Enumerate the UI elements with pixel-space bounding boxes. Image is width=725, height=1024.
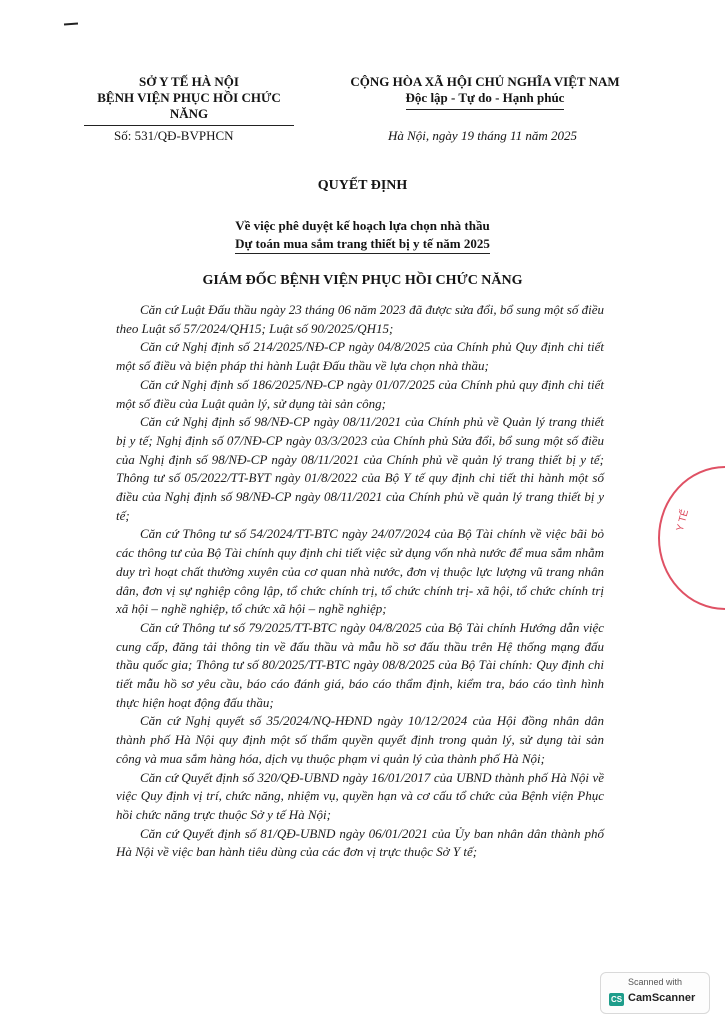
legal-basis-paragraph: Căn cứ Nghị định số 98/NĐ-CP ngày 08/11/2021 của Chính phủ về Quản lý trang thiết bị y tế; Nghị định số 07/NĐ-CP ngày 03/3/2023 của Chính phủ Sửa đổi, bổ sung một số điều của Nghị định số 98/NĐ-CP ngày 08/11/2021 của Chính phủ về quản lý trang thiết bị y tế; Thông tư số 05/2022/TT-BYT ngày 01/8/2022 của Bộ Y tế quy định chi tiết thi hành một số điều của Nghị định số 98/NĐ-CP ngày 08/11/2021 của Chính phủ về quản lý trang thiết bị y tế; (116, 414, 604, 523)
legal-basis-paragraph: Căn cứ Quyết định số 320/QĐ-UBND ngày 16/01/2017 của UBND thành phố Hà Nội về việc Quy định vị trí, chức năng, nhiệm vụ, quyền hạn và cơ cấu tổ chức của Bệnh viện Phục hồi chức năng trực thuộc Sở y tế Hà Nội; (116, 769, 604, 822)
legal-basis-paragraph: Căn cứ Nghị quyết số 35/2024/NQ-HĐND ngày 10/12/2024 của Hội đồng nhân dân thành phố Hà Nội quy định một số thẩm quyền quyết định trong quản lý, sử dụng tài sản công và mua sắm hàng hóa, dịch vụ thuộc phạm vi quản lý của thành phố Hà Nội; (116, 713, 604, 766)
watermark-caption: Scanned with (627, 977, 683, 987)
pen-mark (64, 23, 78, 26)
issuing-authority: GIÁM ĐỐC BỆNH VIỆN PHỤC HỒI CHỨC NĂNG (202, 273, 523, 288)
legal-basis-paragraph: Căn cứ Nghị định số 214/2025/NĐ-CP ngày 04/8/2025 của Chính phủ Quy định chi tiết một số điều và biện pháp thi hành Luật Đấu thầu về lựa chọn nhà thầu; (116, 339, 604, 374)
camscanner-logo-icon: CS (610, 995, 623, 1004)
hospital-name: BỆNH VIỆN PHỤC HỒI CHỨC NĂNG (84, 90, 294, 126)
red-seal-stamp (658, 466, 725, 610)
place-and-date: Hà Nội, ngày 19 tháng 11 năm 2025 (388, 128, 577, 143)
legal-basis-paragraph: Căn cứ Quyết định số 81/QĐ-UBND ngày 06/01/2021 của Ủy ban nhân dân thành phố Hà Nội về việc ban hành tiêu dùng của các đơn vị trực thuộc Sở Y tế; (116, 825, 604, 860)
subject-line-1: Về việc phê duyệt kế hoạch lựa chọn nhà thầu (235, 218, 490, 233)
issuing-agency-header (84, 74, 294, 126)
document-number: Số: 531/QĐ-BVPHCN (114, 128, 234, 143)
document-title: QUYẾT ĐỊNH (317, 178, 408, 193)
national-motto: Độc lập - Tự do - Hạnh phúc (406, 90, 565, 110)
seal-text-fragment: Y TẾ (674, 508, 692, 533)
national-header (322, 74, 648, 110)
camscanner-watermark (600, 972, 710, 1014)
legal-basis-paragraph: Căn cứ Thông tư số 54/2024/TT-BTC ngày 24/07/2024 của Bộ Tài chính về việc bãi bỏ các thông tư của Bộ Tài chính quy định chi tiết việc sử dụng vốn nhà nước để mua sắm nhằm duy trì hoạt chất thường xuyên của cơ quan nhà nước, đơn vị thuộc lực lượng vũ trang nhân dân, đơn vị sự nghiệp công lập, tổ chức chính trị, tổ chức chính trị- xã hội, tổ chức chính trị xã hội – nghề nghiệp, tổ chức xã hội – nghề nghiệp; (116, 526, 604, 617)
legal-basis-paragraph: Căn cứ Luật Đấu thầu ngày 23 tháng 06 năm 2023 đã được sửa đổi, bổ sung một số điều theo Luật số 57/2024/QH15; Luật số 90/2025/QH15; (116, 302, 604, 336)
subject-line-2: Dự toán mua sắm trang thiết bị y tế năm 2025 (235, 236, 490, 254)
legal-basis-body (116, 301, 604, 862)
parent-agency: SỞ Y TẾ HÀ NỘI (139, 74, 239, 89)
subject-line-2-wrap (0, 236, 725, 254)
country-name: CỘNG HÒA XÃ HỘI CHỦ NGHĨA VIỆT NAM (350, 74, 620, 89)
legal-basis-paragraph: Căn cứ Thông tư số 79/2025/TT-BTC ngày 04/8/2025 của Bộ Tài chính Hướng dẫn việc cung cấp, đăng tải thông tin về đấu thầu và mẫu hồ sơ đấu thầu trên Hệ thống mạng đấu thầu quốc gia; Thông tư số 80/2025/TT-BTC ngày 08/8/2025 của Bộ Tài chính: Quy định chi tiết mẫu hồ sơ yêu cầu, báo cáo đánh giá, báo cáo thẩm định, kiểm tra, báo cáo tình hình thực hiện hoạt động đấu thầu; (116, 619, 604, 710)
watermark-brand: CamScanner (628, 992, 696, 1004)
legal-basis-paragraph: Căn cứ Nghị định số 186/2025/NĐ-CP ngày 01/07/2025 của Chính phủ quy định chi tiết một số điều của Luật quản lý, sử dụng tài sản công; (116, 376, 604, 411)
